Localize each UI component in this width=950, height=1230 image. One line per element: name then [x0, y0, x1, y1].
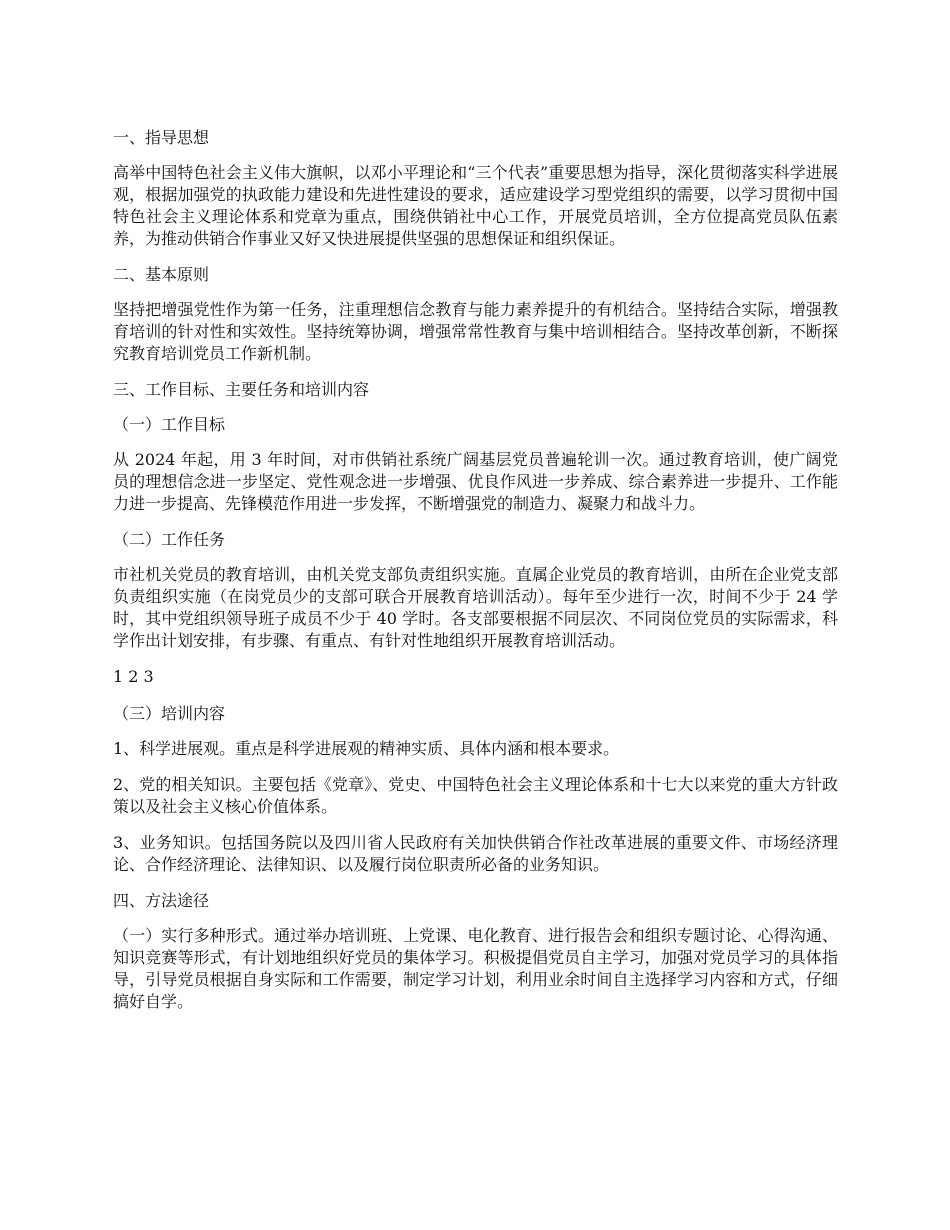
- subheading-work-goals: （一）工作目标: [113, 415, 226, 434]
- paragraph-basic-principles: 坚持把增强党性作为第一任务，注重理想信念教育与能力素养提升的有机结合。坚持结合实际，增强教育培训的针对性和实效性。坚持统筹协调，增强常常性教育与集中培训相结合。坚持改革创新，不断探究教育培训党员工作新机制。: [113, 300, 838, 363]
- section-heading-methods: 四、方法途径: [113, 891, 210, 910]
- subheading-training-content: （三）培训内容: [113, 704, 226, 723]
- paragraph-methods: （一）实行多种形式。通过举办培训班、上党课、电化教育、进行报告会和组织专题讨论、心得沟通、知识竞赛等形式，有计划地组织好党员的集体学习。积极提倡党员自主学习，加强对党员学习的具体指导，引导党员根据自身实际和工作需要，制定学习计划，利用业余时间自主选择学习内容和方式，仔细搞好自学。: [113, 926, 838, 1011]
- paragraph-work-goals: 从 2024 年起，用 3 年时间，对市供销社系统广阔基层党员普遍轮训一次。通过教育培训，使广阔党员的理想信念进一步坚定、党性观念进一步增强、优良作风进一步养成、综合素养进一步提升、工作能力进一步提高、先锋模范作用进一步发挥，不断增强党的制造力、凝聚力和战斗力。: [113, 450, 838, 513]
- section-heading-basic-principles: 二、基本原则: [113, 265, 210, 284]
- section-heading-goals-tasks-content: 三、工作目标、主要任务和培训内容: [113, 380, 370, 399]
- paragraph-guiding-ideology: 高举中国特色社会主义伟大旗帜，以邓小平理论和“三个代表”重要思想为指导，深化贯彻落实科学进展观，根据加强党的执政能力建设和先进性建设的要求，适应建设学习型党组织的需要，以学习贯彻中国特色社会主义理论体系和党章为重点，围绕供销社中心工作，开展党员培训，全方位提高党员队伍素养，为推动供销合作事业又好又快进展提供坚强的思想保证和组织保证。: [113, 163, 838, 248]
- subheading-work-tasks: （二）工作任务: [113, 530, 226, 549]
- page-number-list: 1 2 3: [113, 667, 154, 686]
- section-heading-guiding-ideology: 一、指导思想: [113, 128, 210, 147]
- paragraph-work-tasks: 市社机关党员的教育培训，由机关党支部负责组织实施。直属企业党员的教育培训，由所在企业党支部负责组织实施（在岗党员少的支部可联合开展教育培训活动）。每年至少进行一次，时间不少于 24 学时，其中党组织领导班子成员不少于 40 学时。各支部要根据不同层次、不同岗位党员的实际需求，科学作出计划安排，有步骤、有重点、有针对性地组织开展教育培训活动。: [113, 565, 838, 650]
- paragraph-training-item-3: 3、业务知识。包括国务院以及四川省人民政府有关加快供销合作社改革进展的重要文件、市场经济理论、合作经济理论、法律知识、以及履行岗位职责所必备的业务知识。: [113, 833, 838, 874]
- paragraph-training-item-2: 2、党的相关知识。主要包括《党章》、党史、中国特色社会主义理论体系和十七大以来党的重大方针政策以及社会主义核心价值体系。: [113, 775, 838, 816]
- paragraph-training-item-1: 1、科学进展观。重点是科学进展观的精神实质、具体内涵和根本要求。: [113, 739, 620, 758]
